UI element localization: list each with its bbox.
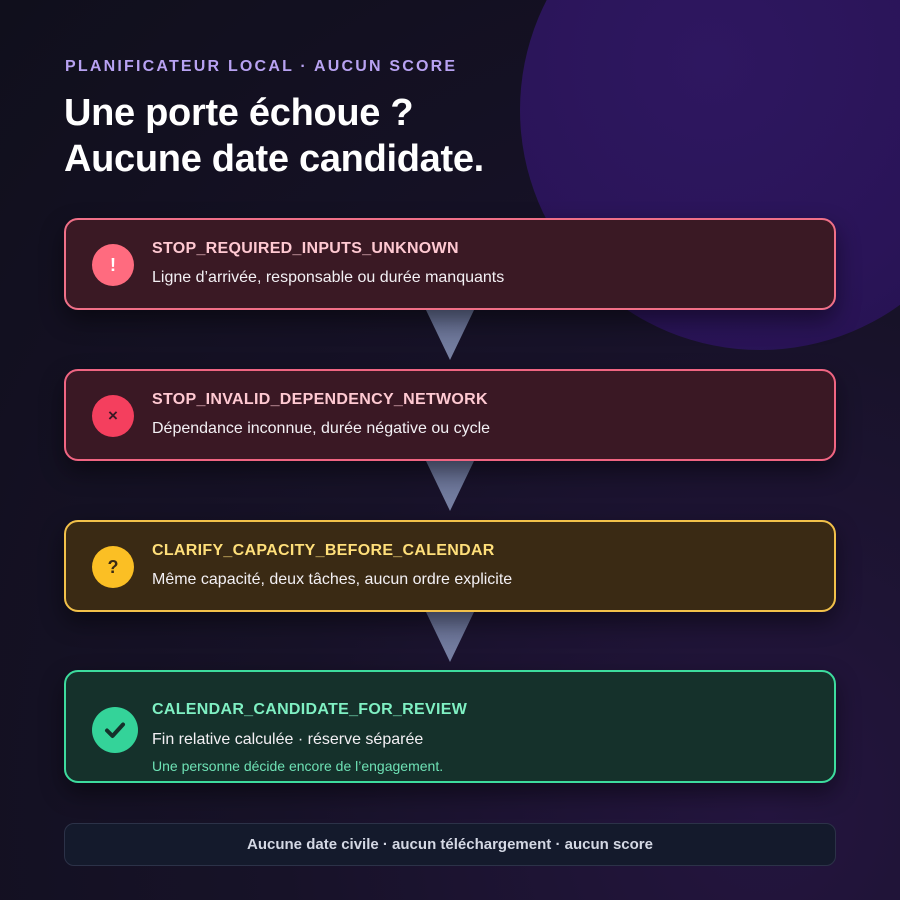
gate-code: CALENDAR_CANDIDATE_FOR_REVIEW xyxy=(152,701,468,718)
title-line-2: Aucune date candidate. xyxy=(64,138,484,180)
gate-code: STOP_REQUIRED_INPUTS_UNKNOWN xyxy=(152,240,459,257)
footer-note: Aucune date civile · aucun téléchargement · aucun score xyxy=(64,823,836,866)
gate-card-calendar-candidate xyxy=(64,670,836,783)
title-line-1: Une porte échoue ? xyxy=(64,92,414,134)
arrow-down-icon xyxy=(426,310,474,360)
gate-description: Même capacité, deux tâches, aucun ordre explicite xyxy=(152,571,513,588)
gate-note: Une personne décide encore de l’engagement. xyxy=(152,758,444,774)
gate-code: STOP_INVALID_DEPENDENCY_NETWORK xyxy=(152,391,488,408)
gate-code: CLARIFY_CAPACITY_BEFORE_CALENDAR xyxy=(152,542,495,559)
gate-description: Dépendance inconnue, durée négative ou cycle xyxy=(152,420,491,437)
gate-description: Fin relative calculée · réserve séparée xyxy=(152,731,424,748)
page-title xyxy=(64,90,484,182)
eyebrow-label: PLANIFICATEUR LOCAL · AUCUN SCORE xyxy=(65,58,458,75)
checkmark-icon xyxy=(92,707,138,753)
exclamation-icon: ! xyxy=(92,244,134,286)
question-icon: ? xyxy=(92,546,134,588)
gate-card-capacity xyxy=(64,520,836,612)
gate-card-required-inputs xyxy=(64,218,836,310)
arrow-down-icon xyxy=(426,612,474,662)
gate-card-dependency-network xyxy=(64,369,836,461)
cross-icon: × xyxy=(92,395,134,437)
gate-description: Ligne d’arrivée, responsable ou durée manquants xyxy=(152,269,505,286)
arrow-down-icon xyxy=(426,461,474,511)
